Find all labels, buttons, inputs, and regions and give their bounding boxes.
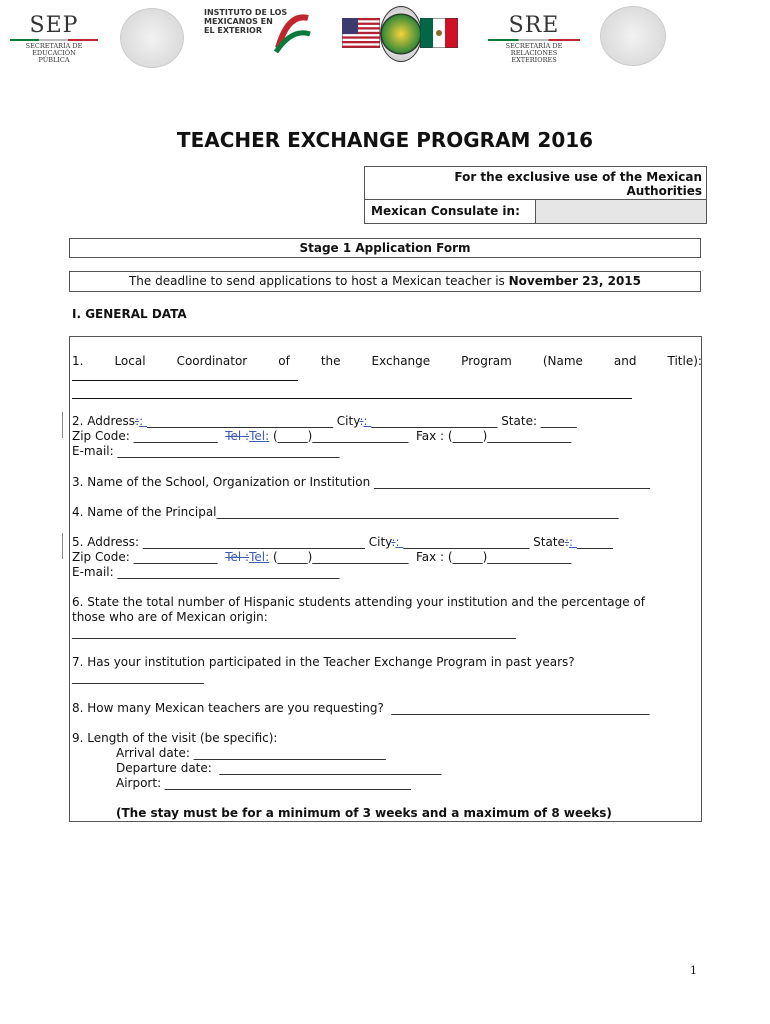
q5-state-inserted: : bbox=[568, 535, 577, 549]
q6-line2: those who are of Mexican origin: bbox=[72, 610, 268, 624]
q5-tel-inserted: Tel: bbox=[249, 550, 270, 564]
q1-word: the bbox=[320, 354, 341, 368]
departure-date-field[interactable]: Departure date: _____________________________________ bbox=[116, 761, 442, 775]
q9-label: 9. Length of the visit (be specific): bbox=[72, 731, 278, 745]
q5-tel-deleted: Tel : bbox=[225, 550, 250, 564]
q2-zip-line bbox=[72, 429, 702, 444]
q2-fax[interactable]: Fax : (_____)______________ bbox=[415, 429, 572, 443]
q5-city-field[interactable]: _____________________ bbox=[403, 535, 530, 549]
q5-address[interactable]: 5. Address: _____________________________________ bbox=[72, 535, 365, 549]
q5-city-deleted: : bbox=[391, 535, 396, 549]
q3-label[interactable]: 3. Name of the School, Organization or Institution ______________________________________________ bbox=[72, 475, 651, 489]
consulate-label: Mexican Consulate in: bbox=[371, 204, 520, 218]
ime-logo-line2: MEXICANOS EN bbox=[204, 17, 273, 26]
q5-state-field[interactable]: ______ bbox=[576, 535, 613, 549]
q2-city-label: City bbox=[336, 414, 360, 428]
q2-city-inserted: : bbox=[363, 414, 372, 428]
q6-answer-line[interactable]: __________________________________________________________________________ bbox=[72, 625, 516, 639]
q1-answer-line[interactable] bbox=[72, 380, 298, 381]
program-emblem-icon bbox=[380, 6, 422, 62]
q5-email[interactable]: E-mail: _____________________________________ bbox=[72, 565, 340, 579]
deadline-date: November 23, 2015 bbox=[508, 274, 642, 288]
q2-tel-deleted: Tel : bbox=[225, 429, 250, 443]
sre-logo-rule bbox=[488, 39, 580, 41]
q5-city-label: City bbox=[368, 535, 392, 549]
revision-marker bbox=[62, 533, 63, 559]
ime-logo-line1: INSTITUTO DE LOS bbox=[204, 8, 288, 17]
q5-zip-line bbox=[72, 550, 702, 565]
consulate-field[interactable] bbox=[535, 200, 706, 223]
section-title: I. GENERAL DATA bbox=[72, 307, 187, 321]
deadline-text: The deadline to send applications to host a Mexican teacher is bbox=[128, 274, 509, 288]
q1-word: of bbox=[278, 354, 290, 368]
q5-address-line bbox=[72, 535, 702, 550]
ime-swoosh-icon bbox=[268, 8, 312, 56]
q2-tel-field[interactable]: (_____)________________ bbox=[269, 429, 409, 443]
q5-city-inserted: : bbox=[395, 535, 404, 549]
q5-tel-field[interactable]: (_____)________________ bbox=[269, 550, 409, 564]
sre-logo bbox=[486, 14, 582, 64]
sep-logo-name: SEP bbox=[29, 13, 79, 38]
q2-inserted-colon: : bbox=[139, 414, 147, 428]
stage-title: Stage 1 Application Form bbox=[299, 241, 471, 255]
q7-answer-line[interactable]: ______________________ bbox=[72, 670, 204, 684]
authorities-note: For the exclusive use of the Mexican Authorities bbox=[454, 170, 702, 198]
q5-state-label: State bbox=[533, 535, 565, 549]
q5-fax[interactable]: Fax : (_____)______________ bbox=[415, 550, 572, 564]
stay-note: (The stay must be for a minimum of 3 weeks and a maximum of 8 weeks) bbox=[116, 806, 612, 820]
sep-logo bbox=[4, 14, 104, 64]
eagle-seal-icon bbox=[600, 6, 666, 66]
q1-word: (Name bbox=[542, 354, 583, 368]
q7-line1: 7. Has your institution participated in the Teacher Exchange Program in past years? bbox=[72, 655, 575, 669]
q2-address-label: 2. Address bbox=[72, 414, 136, 428]
q2-address-field[interactable]: _______________________________ bbox=[146, 414, 333, 428]
stage-box bbox=[69, 238, 701, 258]
q2-city-deleted: : bbox=[359, 414, 364, 428]
q2-deleted-colon: : bbox=[135, 414, 140, 428]
q1-answer-line[interactable] bbox=[72, 398, 632, 399]
deadline-box bbox=[69, 271, 701, 292]
mexico-flag-icon bbox=[420, 18, 458, 48]
page-title: TEACHER EXCHANGE PROGRAM 2016 bbox=[176, 128, 594, 152]
arrival-date-field[interactable]: Arrival date: ________________________________ bbox=[116, 746, 386, 760]
q1-word: 1. bbox=[72, 354, 84, 368]
sep-logo-rule bbox=[10, 39, 98, 41]
q5-state-deleted: : bbox=[564, 535, 569, 549]
q1-label bbox=[72, 354, 702, 369]
us-flag-icon bbox=[342, 18, 380, 48]
q1-word: Program bbox=[461, 354, 512, 368]
airport-field[interactable]: Airport: _________________________________________ bbox=[116, 776, 411, 790]
authorities-box bbox=[364, 166, 707, 224]
q1-word: Title): bbox=[667, 354, 702, 368]
q2-zip[interactable]: Zip Code: ______________ bbox=[72, 429, 218, 443]
sep-logo-subtitle: SECRETARÍA DE EDUCACIÓN PÚBLICA bbox=[25, 42, 83, 64]
q4-label[interactable]: 4. Name of the Principal___________________________________________________________________ bbox=[72, 505, 619, 519]
page-number: 1 bbox=[690, 964, 697, 977]
q2-city-field[interactable]: _____________________ bbox=[371, 414, 498, 428]
q2-email[interactable]: E-mail: _____________________________________ bbox=[72, 444, 340, 458]
eagle-seal-icon bbox=[120, 8, 184, 68]
q2-tel-inserted: Tel: bbox=[249, 429, 270, 443]
revision-marker bbox=[62, 412, 63, 438]
sre-logo-subtitle: SECRETARÍA DE RELACIONES EXTERIORES bbox=[505, 42, 563, 64]
q2-address-line bbox=[72, 414, 702, 429]
q1-word: Local bbox=[114, 354, 146, 368]
q1-word: Exchange bbox=[371, 354, 431, 368]
q1-word: and bbox=[613, 354, 637, 368]
ime-logo bbox=[204, 8, 304, 62]
q6-line1: 6. State the total number of Hispanic students attending your institution and the percentage of bbox=[72, 595, 645, 609]
q8-label[interactable]: 8. How many Mexican teachers are you requesting? ___________________________________________ bbox=[72, 701, 650, 715]
ime-logo-line3: EL EXTERIOR bbox=[204, 26, 262, 35]
sre-logo-name: SRE bbox=[508, 13, 560, 38]
q1-word: Coordinator bbox=[176, 354, 248, 368]
q2-state[interactable]: State: ______ bbox=[501, 414, 577, 428]
q5-zip[interactable]: Zip Code: ______________ bbox=[72, 550, 218, 564]
